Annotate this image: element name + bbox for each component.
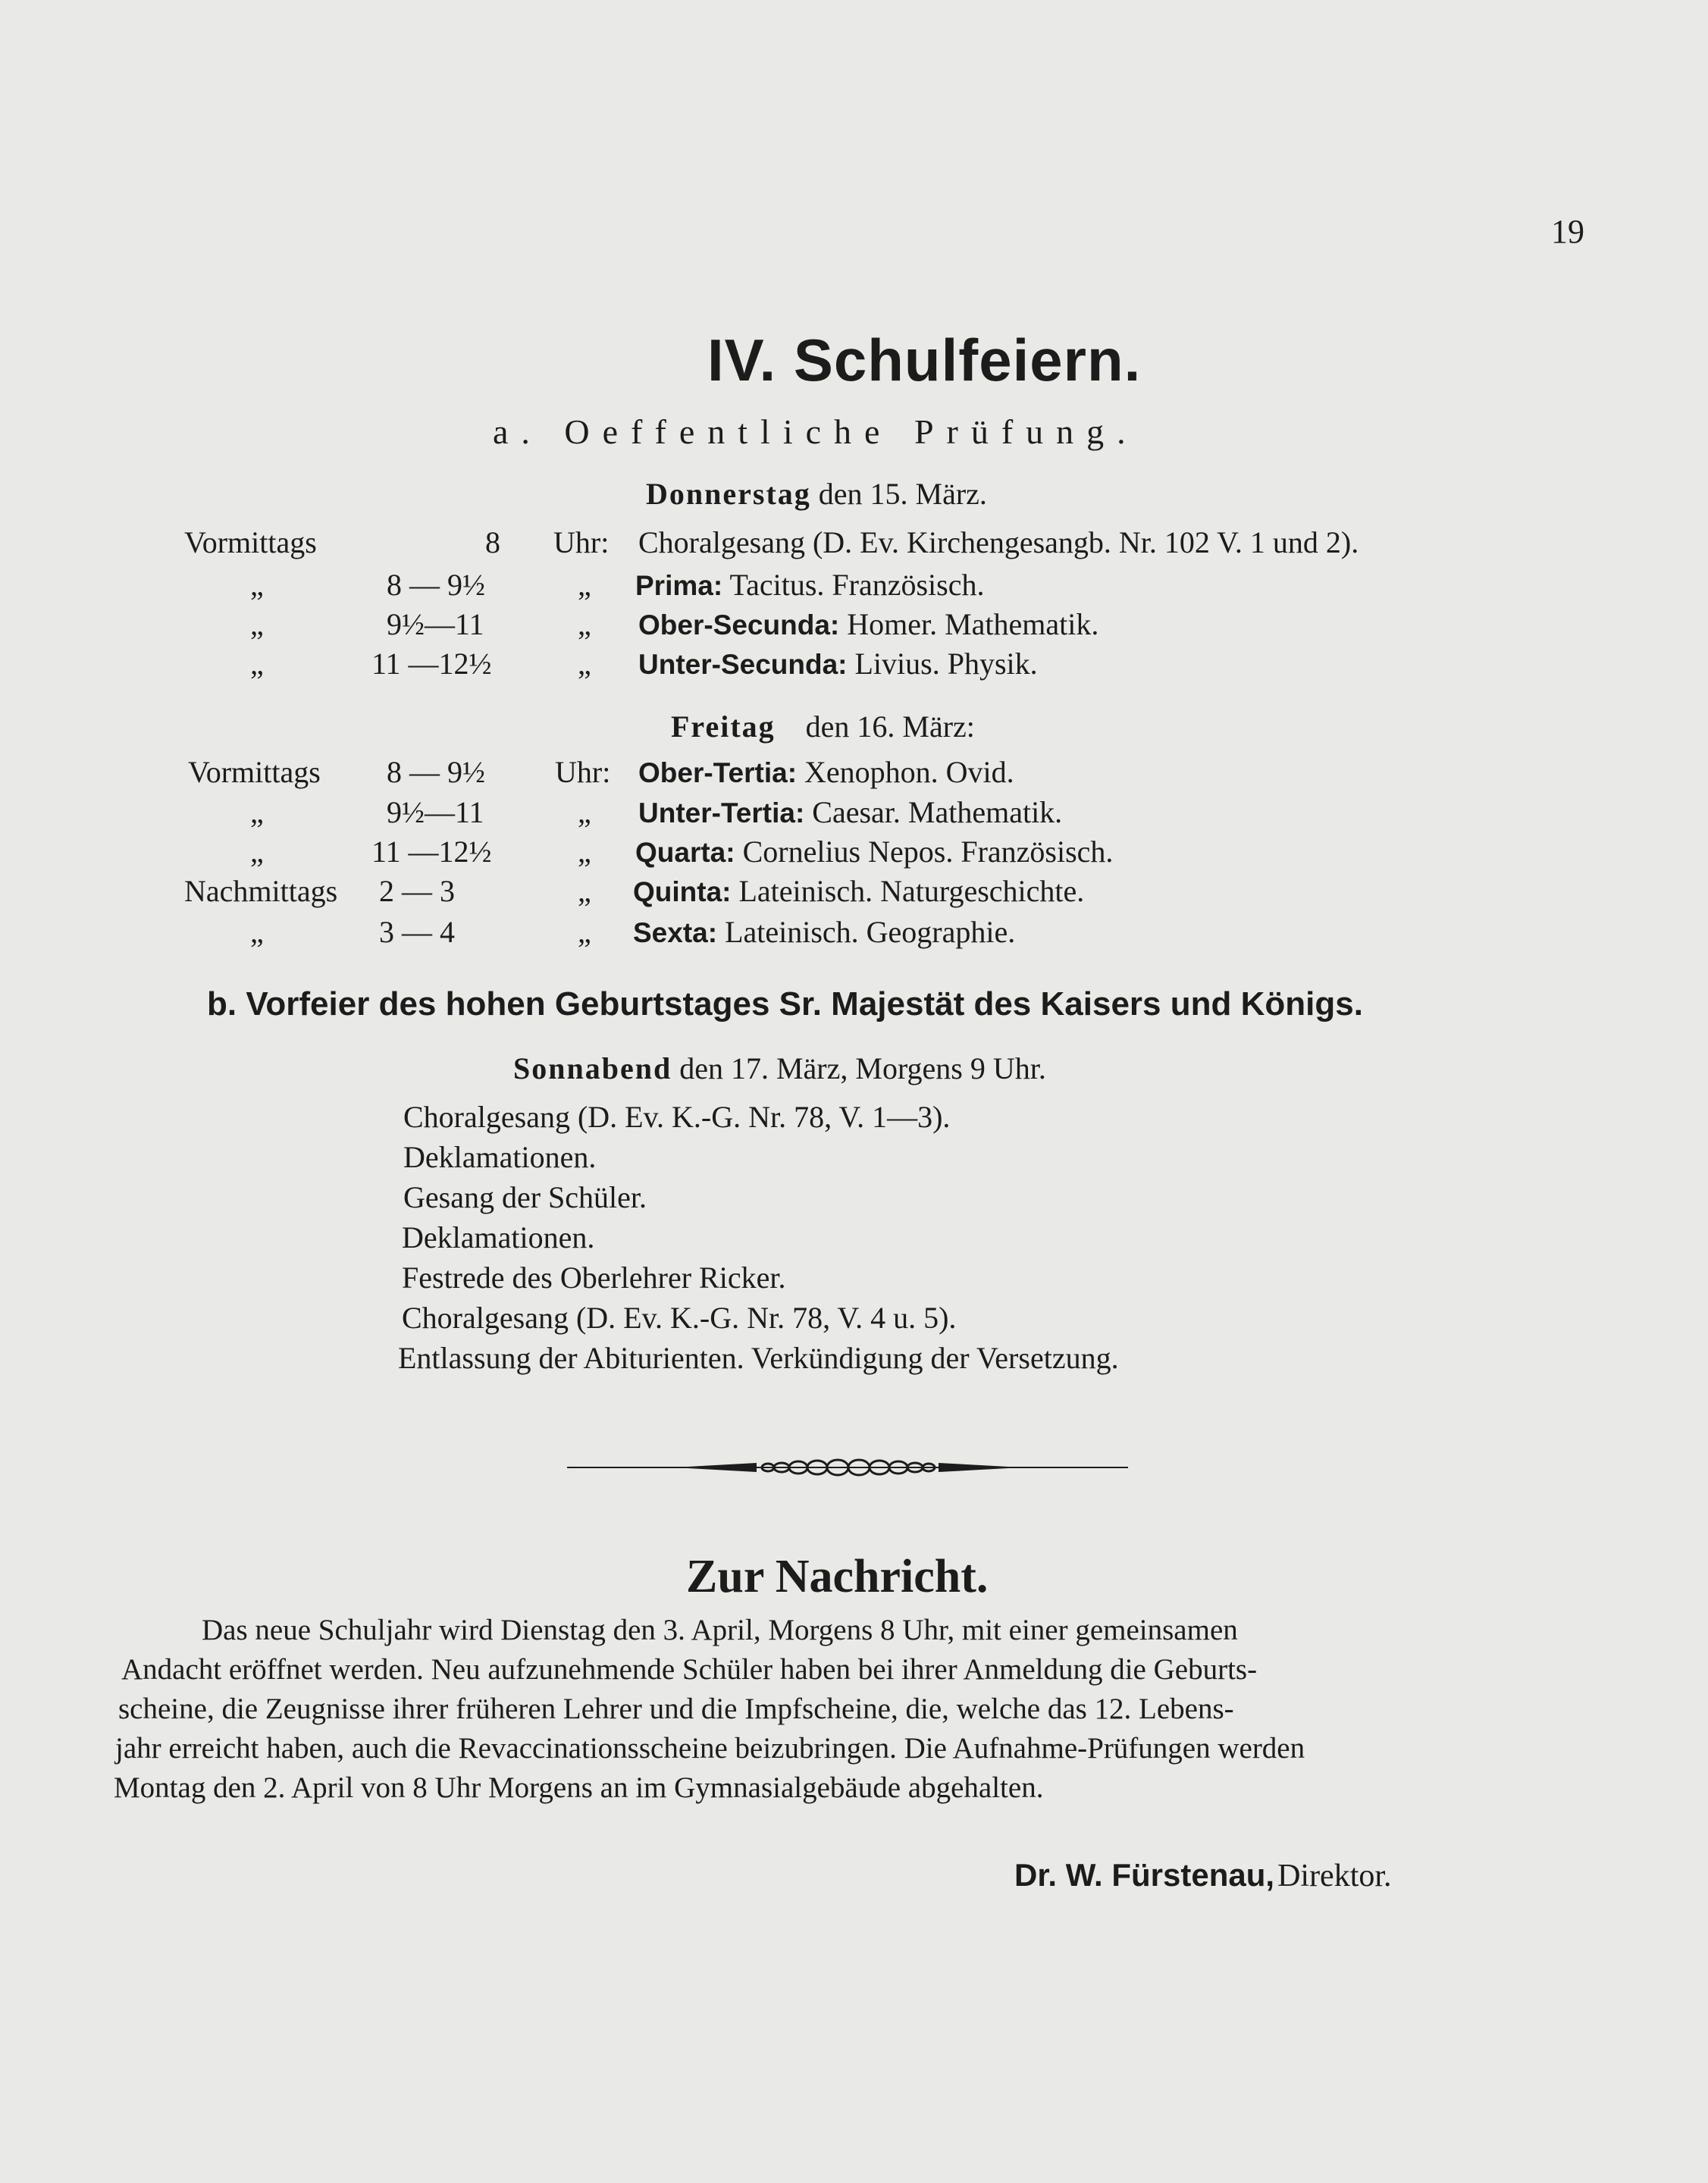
- class-name: Unter-Tertia:: [638, 797, 805, 828]
- exam-subjects: Caesar. Mathematik.: [812, 795, 1063, 829]
- class-name: Prima:: [635, 570, 723, 601]
- schedule-time: 8 — 9½: [387, 568, 485, 602]
- day-header-thursday: [646, 476, 987, 512]
- class-name: Quinta:: [633, 876, 732, 907]
- program-item: Choralgesang (D. Ev. K.-G. Nr. 78, V. 1—3).: [403, 1100, 951, 1134]
- schedule-entry: [638, 794, 1062, 830]
- schedule-unit: „: [578, 915, 591, 949]
- day-date: den 17. März, Morgens 9 Uhr.: [679, 1051, 1046, 1085]
- schedule-entry: [638, 606, 1098, 642]
- class-name: Ober-Secunda:: [638, 609, 840, 640]
- section-title: IV. Schulfeiern.: [707, 327, 1142, 393]
- schedule-time: 8 — 9½: [387, 755, 485, 789]
- schedule-unit: „: [578, 835, 591, 869]
- day-header-friday: [671, 709, 975, 744]
- page-number: 19: [1551, 213, 1584, 250]
- schedule-text: Choralgesang (D. Ev. Kirchengesangb. Nr. 102 V. 1 und 2).: [638, 525, 1359, 559]
- schedule-entry: [633, 914, 1015, 950]
- day-date: den 15. März.: [818, 477, 987, 511]
- schedule-label: „: [250, 795, 264, 829]
- schedule-label: Vormittags: [188, 755, 321, 789]
- schedule-label: „: [250, 647, 264, 681]
- schedule-label: „: [250, 607, 264, 641]
- schedule-unit: „: [578, 647, 591, 681]
- program-item: Deklamationen.: [402, 1220, 595, 1254]
- program-item: Deklamationen.: [403, 1140, 597, 1174]
- schedule-entry: [638, 646, 1038, 681]
- signatory-name: Dr. W. Fürstenau,: [1014, 1857, 1275, 1893]
- schedule-entry: [635, 567, 984, 603]
- schedule-time: 9½—11: [387, 607, 484, 641]
- schedule-time: 11 —12½: [371, 647, 492, 681]
- class-name: Unter-Secunda:: [638, 649, 848, 680]
- program-item: Choralgesang (D. Ev. K.-G. Nr. 78, V. 4 u. 5).: [402, 1301, 957, 1335]
- notice-line: jahr erreicht haben, auch die Revaccinationsscheine beizubringen. Die Aufnahme-Prüfungen werden: [115, 1732, 1305, 1765]
- notice-line: Das neue Schuljahr wird Dienstag den 3. April, Morgens 8 Uhr, mit einer gemeinsamen: [202, 1614, 1238, 1646]
- signatory-role: Direktor.: [1277, 1859, 1392, 1893]
- schedule-unit: „: [578, 568, 591, 602]
- notice-title: Zur Nachricht.: [686, 1551, 989, 1602]
- exam-subjects: Lateinisch. Geographie.: [725, 915, 1016, 949]
- notice-line: Andacht eröffnet werden. Neu aufzunehmende Schüler haben bei ihrer Anmeldung die Geburts-: [121, 1653, 1258, 1686]
- schedule-label: „: [250, 835, 264, 869]
- schedule-time: 9½—11: [387, 795, 484, 829]
- schedule-time: 3 — 4: [379, 915, 455, 949]
- program-item: Festrede des Oberlehrer Ricker.: [402, 1261, 786, 1295]
- part-a-heading: a. Oeffentliche Prüfung.: [493, 412, 1139, 451]
- schedule-unit: Uhr:: [555, 755, 611, 789]
- day-header-saturday: [513, 1051, 1046, 1086]
- schedule-label: Vormittags: [184, 525, 317, 559]
- schedule-unit: „: [578, 607, 591, 641]
- schedule-unit: „: [578, 795, 591, 829]
- notice-line: scheine, die Zeugnisse ihrer früheren Lehrer und die Impfscheine, die, welche das 12. Lebens-: [118, 1693, 1234, 1725]
- day-date: den 16. März:: [805, 709, 975, 744]
- class-name: Sexta:: [633, 917, 718, 948]
- schedule-label: „: [250, 568, 264, 602]
- exam-subjects: Livius. Physik.: [854, 647, 1038, 681]
- schedule-entry: [638, 754, 1014, 790]
- program-item: Gesang der Schüler.: [403, 1180, 647, 1214]
- exam-subjects: Cornelius Nepos. Französisch.: [742, 835, 1114, 869]
- exam-subjects: Xenophon. Ovid.: [804, 755, 1014, 789]
- schedule-time: 8: [485, 525, 500, 559]
- schedule-time: 2 — 3: [379, 874, 455, 908]
- schedule-unit: Uhr:: [553, 525, 610, 559]
- exam-subjects: Tacitus. Französisch.: [729, 568, 985, 602]
- signature: [1014, 1857, 1392, 1894]
- day-name: Sonnabend: [513, 1051, 672, 1085]
- notice-line: Montag den 2. April von 8 Uhr Morgens an im Gymnasialgebäude abgehalten.: [114, 1771, 1044, 1804]
- exam-subjects: Lateinisch. Naturgeschichte.: [738, 874, 1085, 908]
- class-name: Ober-Tertia:: [638, 757, 798, 788]
- exam-subjects: Homer. Mathematik.: [847, 607, 1099, 641]
- schedule-unit: „: [578, 874, 591, 908]
- class-name: Quarta:: [635, 837, 735, 868]
- schedule-label: Nachmittags: [184, 874, 338, 908]
- program-item: Entlassung der Abiturienten. Verkündigung der Versetzung.: [398, 1341, 1119, 1375]
- part-b-heading: b. Vorfeier des hohen Geburtstages Sr. Majestät des Kaisers und Königs.: [207, 985, 1363, 1023]
- schedule-time: 11 —12½: [371, 835, 492, 869]
- decorative-divider: [567, 1454, 1128, 1481]
- day-name: Freitag: [671, 709, 776, 744]
- schedule-entry: [633, 873, 1084, 909]
- schedule-label: „: [250, 915, 264, 949]
- day-name: Donnerstag: [646, 477, 811, 511]
- schedule-entry: [635, 834, 1113, 869]
